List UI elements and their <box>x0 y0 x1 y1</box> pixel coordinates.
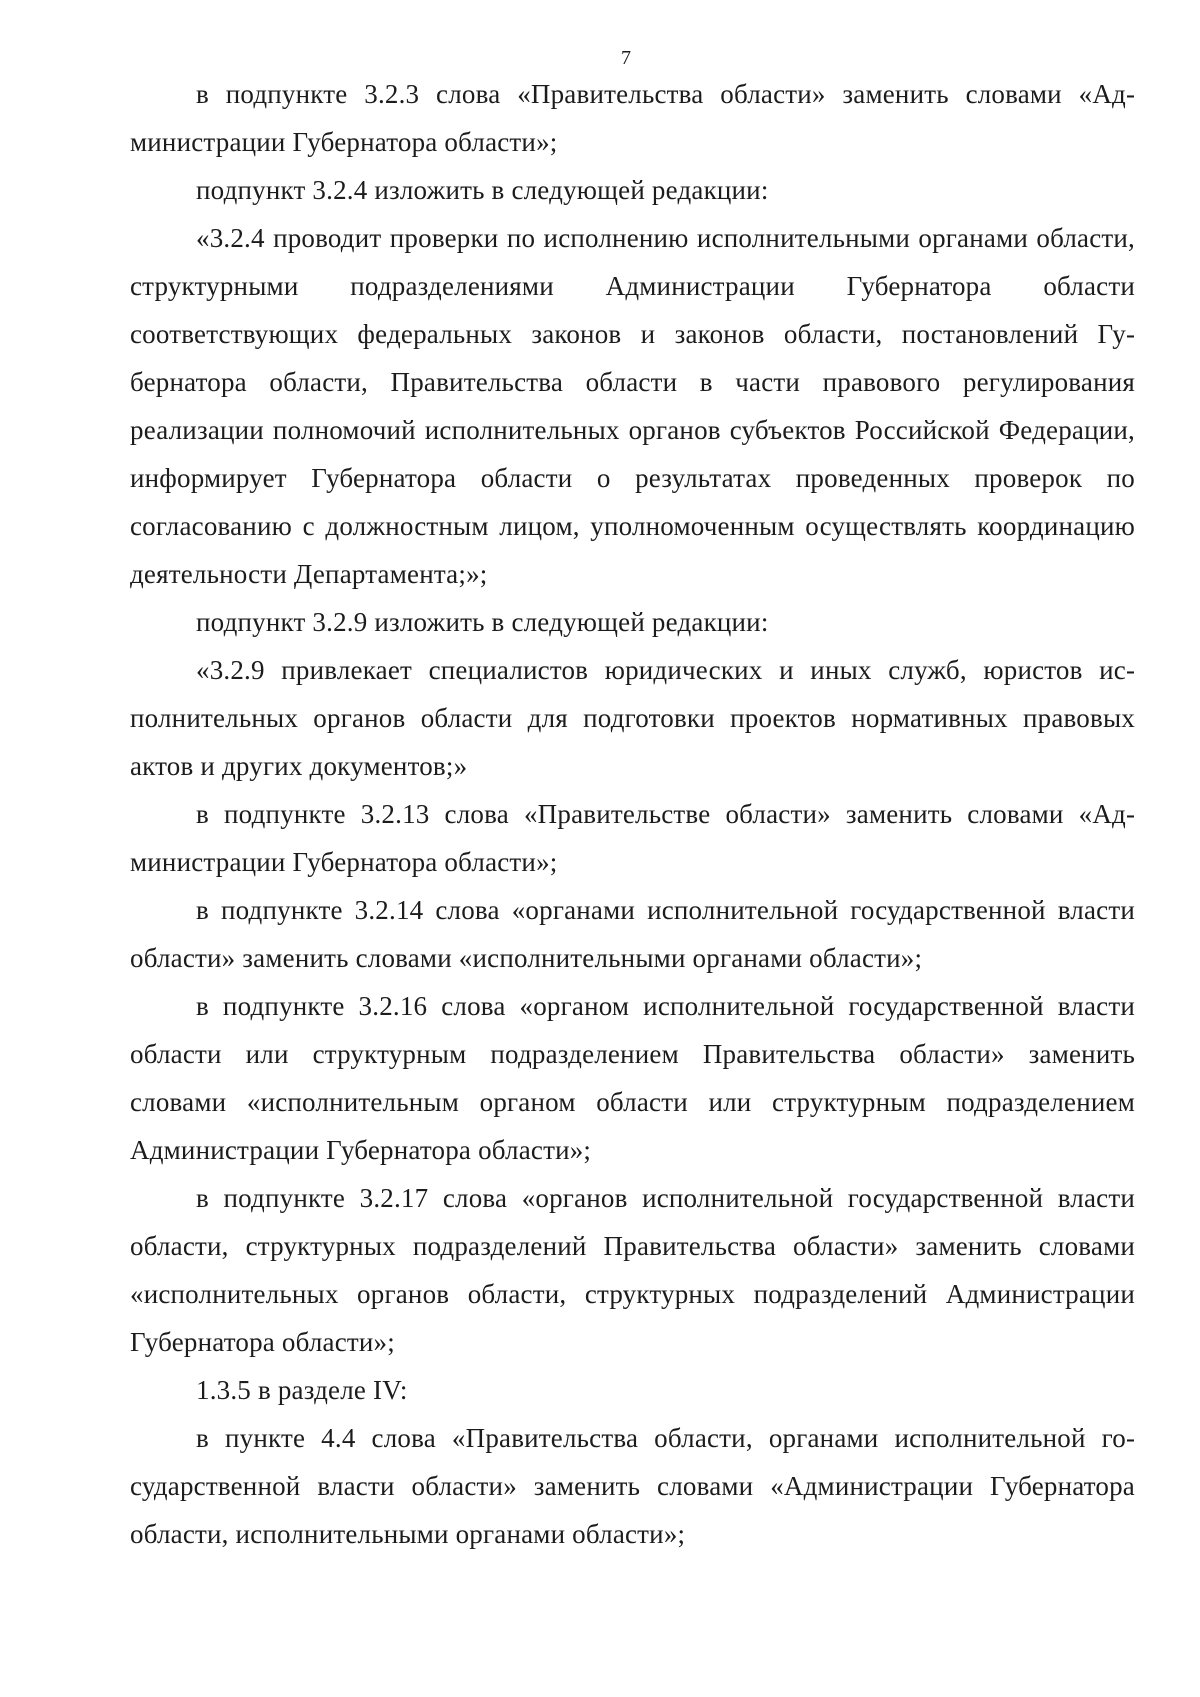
paragraph: в подпункте 3.2.14 слова «органами исполнительной государственной власти области» заменить словами «исполнительными органами области»; <box>130 895 1135 973</box>
paragraph: в подпункте 3.2.3 слова «Правительства области» заменить словами «Администрации Губернатора области»; <box>130 79 1135 157</box>
paragraph: подпункт 3.2.4 изложить в следующей редакции: <box>196 175 769 205</box>
paragraph: «3.2.4 проводит проверки по исполнению исполнительными органами области, структурными подразделениями Администрации Губернатора области соответствующих федеральных законов и законов области, постановлений Губернатора области, Правительства области в части правового регулирования реализации полномочий исполнительных органов субъектов Российской Федерации, информирует Губернатора области о результатах проведенных проверок по согласованию с должностным лицом, уполномоченным осуществлять координацию деятельности Департамента;»; <box>130 223 1135 589</box>
page-number: 7 <box>621 47 631 69</box>
document-body <box>130 70 1135 1558</box>
paragraph: в подпункте 3.2.17 слова «органов исполнительной государственной власти области, структурных подразделений Правительства области» заменить словами «исполнительных органов области, структурных подразделений Администрации Губернатора области»; <box>130 1183 1135 1357</box>
paragraph: в пункте 4.4 слова «Правительства области, органами исполнительной государственной власти области» заменить словами «Администрации Губернатора области, исполнительными органами области»; <box>130 1423 1135 1549</box>
paragraph: 1.3.5 в разделе IV: <box>196 1375 408 1405</box>
paragraph: в подпункте 3.2.16 слова «органом исполнительной государственной власти области или структурным подразделением Правительства области» заменить словами «исполнительным органом области или структурным подразделением Администрации Губернатора области»; <box>130 991 1135 1165</box>
paragraph: в подпункте 3.2.13 слова «Правительстве области» заменить словами «Администрации Губернатора области»; <box>130 799 1135 877</box>
paragraph: подпункт 3.2.9 изложить в следующей редакции: <box>196 607 769 637</box>
paragraph: «3.2.9 привлекает специалистов юридических и иных служб, юристов исполнительных органов области для подготовки проектов нормативных правовых актов и других документов;» <box>130 655 1135 781</box>
